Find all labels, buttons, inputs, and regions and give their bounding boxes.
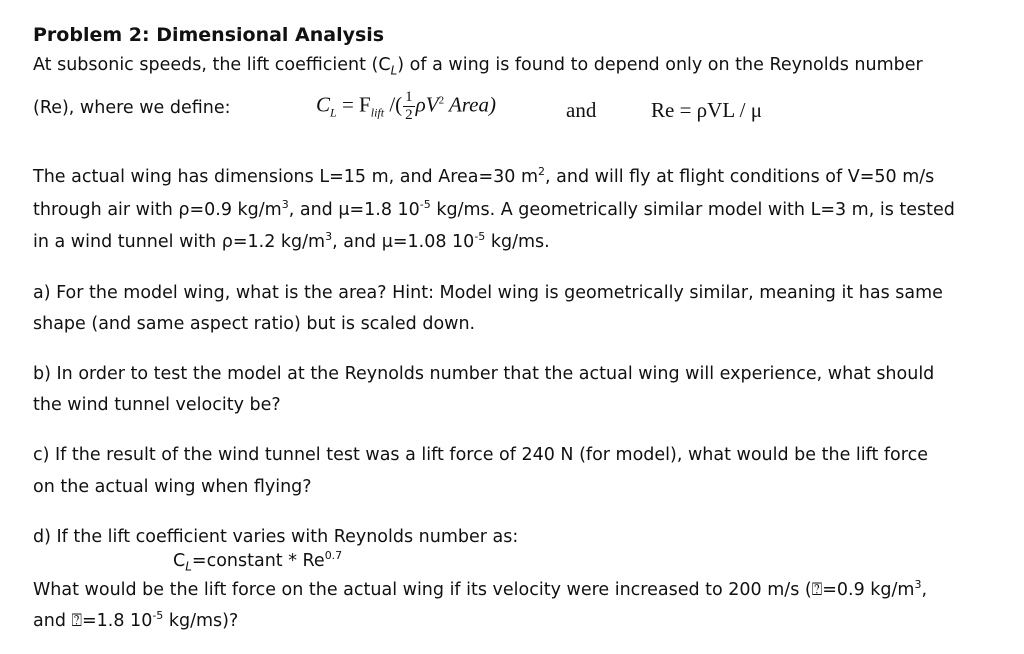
lift-coefficient-equation: $C_L = F_{lift}$ /( $\frac{1}{2}$ $\rho V^2$ Area)	[316, 89, 496, 123]
intro-line-2: (Re), where we define:	[33, 98, 231, 118]
given-line-1: The actual wing has dimensions L=15 m, and Area=30 $m^2$, and will fly at flight conditions of V=50 m/s	[33, 165, 935, 187]
missing-glyph-icon: ⍰	[71, 611, 82, 631]
problem-title: Problem 2: Dimensional Analysis	[33, 24, 385, 46]
given-line-3: in a wind tunnel with ρ=1.2 $kg/m^3$, and μ=1.08 $10^{-5}$ kg/ms.	[33, 230, 550, 252]
part-d-formula: $C_L=constant * Re^{0.7}$	[173, 549, 343, 574]
part-c-line-1: c) If the result of the wind tunnel test was a lift force of 240 N (for model), what would be the lift force	[33, 445, 928, 465]
part-c-line-2: on the actual wing when flying?	[33, 477, 312, 497]
and-word: and	[566, 98, 597, 122]
part-d-line-1: d) If the lift coefficient varies with Reynolds number as:	[33, 527, 519, 547]
reynolds-equation: Re = ρVL / μ	[651, 98, 762, 122]
intro-line-1: At subsonic speeds, the lift coefficient $(C_L)$ of a wing is found to depend only on the Reynolds number	[33, 55, 923, 78]
part-b-line-2: the wind tunnel velocity be?	[33, 395, 281, 415]
one-half-fraction: $\frac{1}{2}$	[405, 89, 413, 123]
part-a-line-1: a) For the model wing, what is the area? Hint: Model wing is geometrically similar, meaning it has same	[33, 283, 943, 303]
part-d-line-4: and ⍰=1.8 $10^{-5}$ kg/ms)?	[33, 609, 239, 631]
missing-glyph-icon: ⍰	[811, 580, 823, 600]
part-d-line-3: What would be the lift force on the actual wing if its velocity were increased to 200 m/s (⍰=0.9 $kg/m^3$,	[33, 578, 928, 600]
part-a-line-2: shape (and same aspect ratio) but is scaled down.	[33, 314, 476, 334]
part-b-line-1: b) In order to test the model at the Reynolds number that the actual wing will experience, what should	[33, 364, 935, 384]
given-line-2: through air with ρ=0.9 $kg/m^3$, and μ=1.8 $10^{-5}$ kg/ms. A geometrically similar model with L=3 m, is tested	[33, 198, 955, 220]
